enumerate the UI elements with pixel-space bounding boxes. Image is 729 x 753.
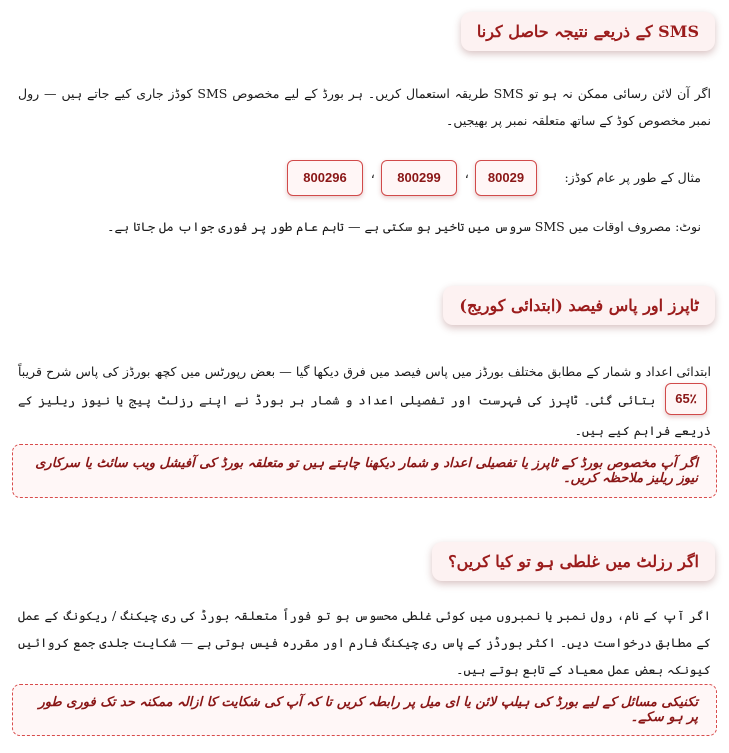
toppers-callout: اگر آپ مخصوص بورڈ کے ٹاپرز یا تفصیلی اعداد و شمار دیکھنا چاہتے ہیں تو متعلقہ بورڈ کی آفیشل ویب سائٹ یا سرکاری نیوز ریلیز ملاحظہ کریں۔ (12, 444, 717, 498)
toppers-text-end: بتائی گئی۔ ٹاپرز کی فہرست اور تفصیلی اعداد و شمار ہر بورڈ نے اپنے رزلٹ پیج یا نیوز ریلیز کے ذریعے فراہم کیے ہیں۔ (18, 392, 711, 438)
sms-example-label: مثال کے طور پر عام کوڈز: (564, 170, 701, 185)
toppers-section-heading: ٹاپرز اور پاس فیصد (ابتدائی کوریج) (443, 286, 715, 325)
toppers-text-start: ابتدائی اعداد و شمار کے مطابق مختلف بورڈز میں پاس فیصد میں فرق دیکھا گیا — بعض رپورٹس میں کچھ بورڈز کی پاس شرح قریباً (18, 364, 711, 379)
code-separator: ، (464, 166, 469, 182)
code-separator: ، (370, 166, 375, 182)
sms-section-heading: SMS کے ذریعے نتیجہ حاصل کرنا (461, 12, 715, 51)
sms-note: نوٹ: مصروف اوقات میں SMS سروس میں تاخیر ہو سکتی ہے — تاہم عام طور پر فوری جواب مل جاتا ہے۔ (107, 219, 701, 234)
pass-rate-badge: 65٪ (665, 383, 707, 415)
sms-code-badge: 800296 (287, 160, 363, 196)
sms-code-badge: 80029 (475, 160, 537, 196)
error-callout: تکنیکی مسائل کے لیے بورڈ کی ہیلپ لائن یا ای میل پر رابطہ کریں تا کہ آپ کی شکایت کا ازالہ ممکنہ حد تک فوری طور پر ہو سکے۔ (12, 684, 717, 736)
sms-code-badge: 800299 (381, 160, 457, 196)
sms-paragraph: اگر آن لائن رسائی ممکن نہ ہو تو SMS طریقہ استعمال کریں۔ ہر بورڈ کے لیے مخصوص SMS کوڈز جاری کیے جاتے ہیں — رول نمبر مخصوص کوڈ کے ساتھ متعلقہ نمبر پر بھیجیں۔ (18, 86, 711, 128)
toppers-paragraph (18, 358, 711, 444)
error-section-heading: اگر رزلٹ میں غلطی ہو تو کیا کریں؟ (432, 542, 715, 581)
error-paragraph: اگر آپ کے نام، رول نمبر یا نمبروں میں کوئی غلطی محسوس ہو تو فوراً متعلقہ بورڈ کی ری چیکنگ / ریکونگ کے عمل کے مطابق درخواست دیں۔ اکثر بورڈز کے پاس ری چیکنگ فارم اور مقررہ فیس ہوتی ہے — شکایت جلدی جمع کروائیں کیونکہ بعض عمل معیاد کے تابع ہوتے ہیں۔ (18, 608, 711, 677)
